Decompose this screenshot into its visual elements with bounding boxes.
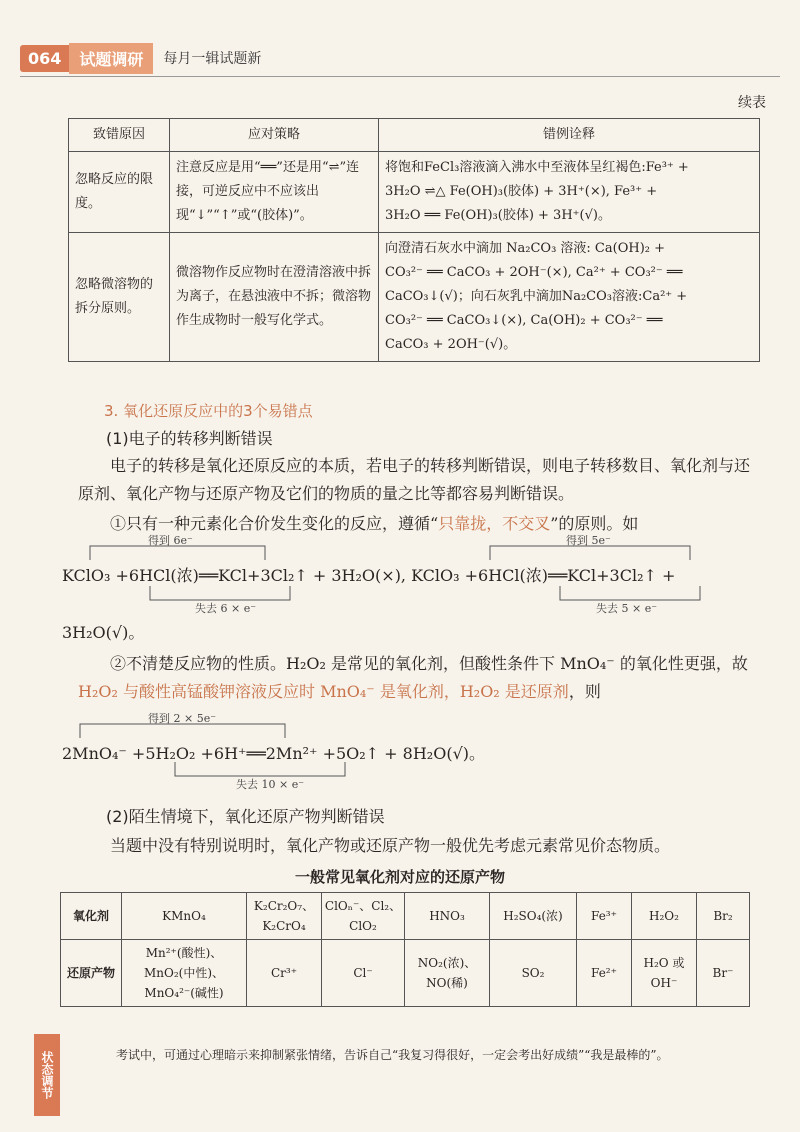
col-cause: 致错原因 <box>69 119 170 152</box>
equation-1: KClO₃ +6HCl(浓)══KCl+3Cl₂↑ + 3H₂O(×), KClO₃ +6HCl(浓)══KCl+3Cl₂↑ + <box>62 566 676 585</box>
highlight-text: H₂O₂ 与酸性高锰酸钾溶液反应时 MnO₄⁻ 是氧化剂，H₂O₂ 是还原剂 <box>78 682 569 701</box>
lose-label: 失去 10 × e⁻ <box>236 778 305 791</box>
paragraph-3 <box>78 650 760 706</box>
example-line: 3H₂O ⇌△ Fe(OH)₃(胶体) + 3H⁺(×), Fe³⁺ + <box>385 184 658 199</box>
gain-label: 得到 2 × 5e⁻ <box>148 712 217 725</box>
table-cell: Fe²⁺ <box>577 940 632 1007</box>
table-cell: KMnO₄ <box>122 893 247 940</box>
table-cell: ClOₙ⁻、Cl₂、ClO₂ <box>322 893 405 940</box>
subheading-1: (1)电子的转移判断错误 <box>106 429 273 448</box>
table-cell: 氧化剂 <box>61 893 122 940</box>
example-line: CaCO₃↓(√)；向石灰乳中滴加Na₂CO₃溶液:Ca²⁺ + <box>385 289 688 304</box>
col-strategy: 应对策略 <box>170 119 379 152</box>
paragraph-1: 电子的转移是氧化还原反应的本质，若电子的转移判断错误，则电子转移数目、氧化剂与还原剂、氧化产物与还原产物及它们的物质的量之比等都容易判断错误。 <box>78 456 751 503</box>
section-heading: 3. 氧化还原反应中的3个易错点 <box>104 402 313 420</box>
strategy-cell: 注意反应是用“══”还是用“⇌”连接，可逆反应中不应该出现“↓”“↑”或“(胶体)”。 <box>170 152 379 233</box>
table-cell: Cl⁻ <box>322 940 405 1007</box>
sidebar-tag: 状态调节 <box>34 1034 60 1116</box>
table-cell: H₂SO₄(浓) <box>490 893 577 940</box>
highlight-text: 只靠拢，不交叉 <box>438 514 551 533</box>
table-cell: NO₂(浓)、NO(稀) <box>405 940 490 1007</box>
gain-label: 得到 5e⁻ <box>566 534 611 547</box>
footer-tip: 考试中，可通过心理暗示来抑制紧张情绪，告诉自己“我复习得很好，一定会考出好成绩”“我是最棒的”。 <box>116 1048 669 1062</box>
subheading-2: (2)陌生情境下，氧化还原产物判断错误 <box>106 807 385 826</box>
table-cell: SO₂ <box>490 940 577 1007</box>
gain-label: 得到 6e⁻ <box>148 534 193 547</box>
text-span: ②不清楚反应物的性质。H₂O₂ 是常见的氧化剂，但酸性条件下 MnO₄⁻ 的氧化性更强，故 <box>110 654 748 673</box>
table-cell: Mn²⁺(酸性)、MnO₂(中性)、MnO₄²⁻(碱性) <box>122 940 247 1007</box>
paragraph-4: 当题中没有特别说明时，氧化产物或还原产物一般优先考虑元素常见价态物质。 <box>110 836 671 855</box>
table-cell: 还原产物 <box>61 940 122 1007</box>
example-line: CaCO₃ + 2OH⁻(√)。 <box>385 337 517 352</box>
page-number: 064 <box>20 45 69 72</box>
table-cell: Br⁻ <box>697 940 750 1007</box>
table-caption: 一般常见氧化剂对应的还原产物 <box>294 868 505 886</box>
example-line: 3H₂O ══ Fe(OH)₃(胶体) + 3H⁺(√)。 <box>385 208 611 223</box>
example-line: 向澄清石灰水中滴加 Na₂CO₃ 溶液: Ca(OH)₂ + <box>385 241 666 256</box>
continued-label: 续表 <box>738 95 766 111</box>
text-span: ①只有一种元素化合价发生变化的反应，遵循“ <box>110 514 439 533</box>
strategy-cell: 微溶物作反应物时在澄清溶液中拆为离子，在悬浊液中不拆；微溶物作生成物时一般写化学式。 <box>170 233 379 362</box>
equation-2: 2MnO₄⁻ +5H₂O₂ +6H⁺══2Mn²⁺ +5O₂↑ + 8H₂O(√)。 <box>62 744 486 763</box>
text-span: ”的原则。如 <box>550 514 639 533</box>
table-row <box>61 893 750 940</box>
lose-label: 失去 6 × e⁻ <box>195 602 257 615</box>
example-line: 将饱和FeCl₃溶液滴入沸水中至液体呈红褐色:Fe³⁺ + <box>385 160 689 175</box>
cause-cell: 忽略反应的限度。 <box>69 152 170 233</box>
table-cell: K₂Cr₂O₇、K₂CrO₄ <box>247 893 322 940</box>
lose-label: 失去 5 × e⁻ <box>596 602 658 615</box>
table-cell: Fe³⁺ <box>577 893 632 940</box>
text-span: ，则 <box>568 682 601 701</box>
table-cell: HNO₃ <box>405 893 490 940</box>
table-row <box>61 940 750 1007</box>
oxidant-table <box>60 892 750 1007</box>
section-tag: 试题调研 <box>69 43 153 74</box>
equation-1-end: 3H₂O(√)。 <box>62 623 145 642</box>
cause-cell: 忽略微溶物的拆分原则。 <box>69 233 170 362</box>
table-cell: Br₂ <box>697 893 750 940</box>
table-cell: H₂O 或 OH⁻ <box>632 940 697 1007</box>
col-example: 错例诠释 <box>379 119 760 152</box>
example-line: CO₃²⁻ ══ CaCO₃↓(×), Ca(OH)₂ + CO₃²⁻ ══ <box>385 313 663 328</box>
table-cell: H₂O₂ <box>632 893 697 940</box>
header-subtitle: 每月一辑试题新 <box>163 51 262 67</box>
example-line: CO₃²⁻ ══ CaCO₃ + 2OH⁻(×), Ca²⁺ + CO₃²⁻ ══ <box>385 265 683 280</box>
table-cell: Cr³⁺ <box>247 940 322 1007</box>
